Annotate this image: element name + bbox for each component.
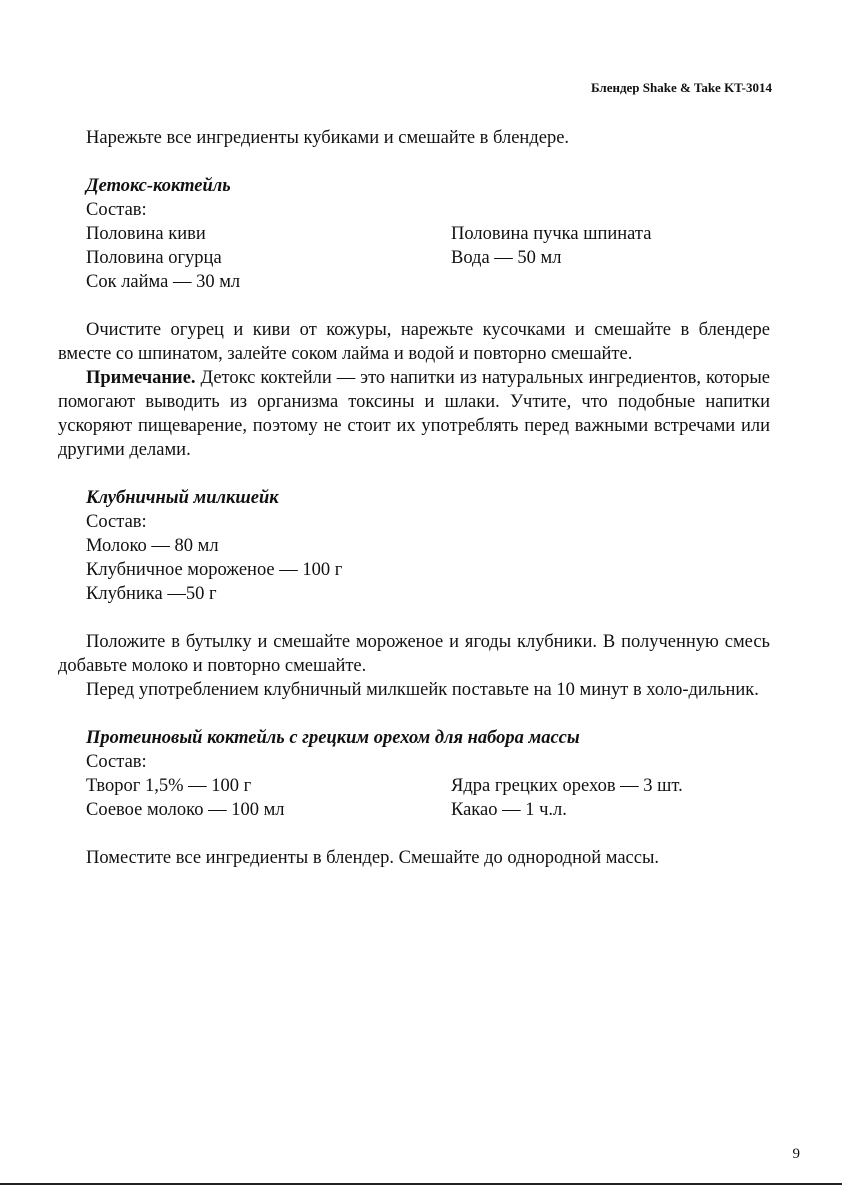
ingredient: Вода — 50 мл	[451, 248, 562, 268]
page-number: 9	[792, 1146, 800, 1162]
detox-ingredients	[58, 222, 770, 294]
ingredient: Сок лайма — 30 мл	[86, 272, 241, 292]
protein-composition-label: Состав:	[86, 752, 147, 772]
detox-composition-label: Состав:	[86, 200, 147, 220]
note-label: Примечание.	[86, 368, 196, 388]
running-header: Блендер Shake & Take KT-3014	[590, 80, 772, 95]
ingredient: Какао — 1 ч.л.	[451, 800, 567, 820]
protein-instructions: Поместите все ингредиенты в блендер. Смешайте до однородной массы.	[86, 848, 660, 868]
ingredient: Половина огурца	[86, 248, 222, 268]
intro-paragraph: Нарежьте все ингредиенты кубиками и смешайте в блендере.	[86, 128, 570, 148]
bottom-rule	[0, 1183, 842, 1185]
ingredient: Половина киви	[86, 224, 206, 244]
detox-instructions: Очистите огурец и киви от кожуры, нарежьте кусочками и смешайте в блендере вместе со шпинатом, залейте соком лайма и водой и повторно смешайте.	[58, 320, 770, 364]
protein-title: Протеиновый коктейль с грецким орехом для набора массы	[86, 728, 580, 748]
ingredient: Ядра грецких орехов — 3 шт.	[451, 776, 683, 796]
ingredient: Клубничное мороженое — 100 г	[86, 560, 343, 580]
ingredient: Половина пучка шпината	[451, 224, 652, 244]
milkshake-title: Клубничный милкшейк	[86, 488, 279, 508]
ingredient: Творог 1,5% — 100 г	[86, 776, 252, 796]
ingredient: Соевое молоко — 100 мл	[86, 800, 285, 820]
protein-ingredients	[58, 774, 770, 822]
note-text: Детокс коктейли — это напитки из натуральных ингредиентов, которые помогают выводить из организма токсины и шлаки. Учтите, что подобные напитки ускоряют пищеварение, поэтому не стоит их употреблять перед важными встречами или другими делами.	[58, 368, 770, 460]
ingredient: Молоко — 80 мл	[86, 536, 219, 556]
ingredient: Клубника —50 г	[86, 584, 217, 604]
detox-note	[58, 366, 770, 462]
page-content	[58, 126, 770, 870]
milkshake-composition-label: Состав:	[86, 512, 147, 532]
detox-title: Детокс-коктейль	[86, 176, 231, 196]
milkshake-instructions-2: Перед употреблением клубничный милкшейк поставьте на 10 минут в холо-дильник.	[86, 680, 759, 700]
milkshake-instructions-1: Положите в бутылку и смешайте мороженое и ягоды клубники. В полученную смесь добавьте молоко и повторно смешайте.	[58, 632, 770, 676]
